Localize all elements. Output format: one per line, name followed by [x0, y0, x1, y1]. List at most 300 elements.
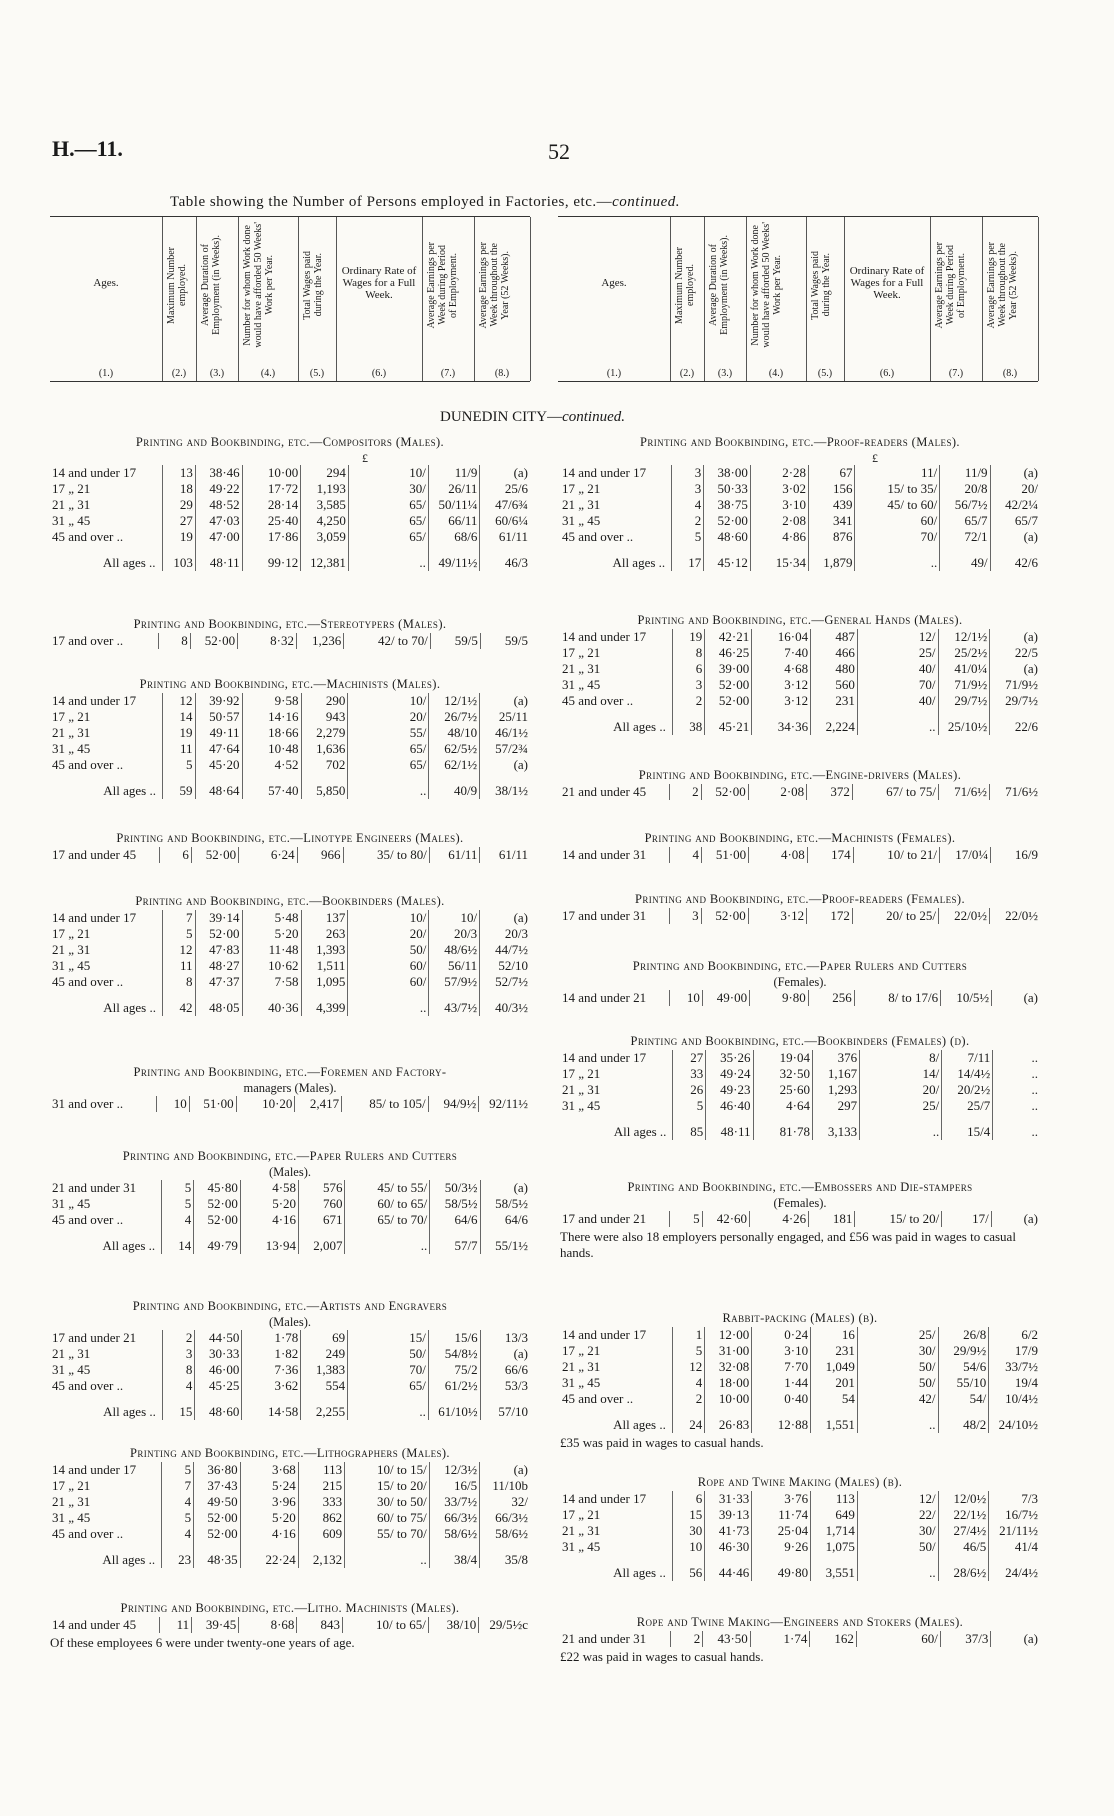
value-cell: 12/	[857, 1491, 938, 1507]
age-cell: 31 and over ..	[52, 1096, 124, 1111]
value-cell: 58/6½	[429, 1526, 479, 1542]
value-cell: 17·86	[242, 529, 301, 545]
table-row	[560, 990, 1040, 1006]
value-cell: 9·58	[242, 693, 301, 709]
value-cell: 30	[672, 1523, 704, 1539]
value-cell: 52·00	[701, 908, 748, 924]
value-cell: 38/10	[428, 1617, 478, 1633]
age-cell: 45 and over ..	[562, 693, 634, 708]
age-cell: 45 and over ..	[562, 1391, 634, 1406]
value-cell: 35·26	[706, 1050, 753, 1066]
value-cell: 51·00	[189, 1096, 236, 1112]
age-cell: 21 and under 45	[562, 784, 647, 799]
value-cell: 11·48	[242, 942, 301, 958]
table-row	[50, 1330, 530, 1346]
value-cell: 48·60	[704, 529, 751, 545]
value-cell: 67/ to 75/	[852, 784, 938, 800]
value-cell: 5	[162, 1180, 194, 1196]
value-cell: 65/7	[940, 513, 990, 529]
value-cell: 4·26	[750, 1211, 809, 1227]
value-cell: 2	[672, 513, 704, 529]
value-cell: 48·35	[194, 1542, 241, 1568]
value-cell: 52·00	[701, 784, 748, 800]
value-cell: 16/9	[991, 847, 1040, 863]
right-section-8	[560, 1310, 1040, 1451]
column-header-label: Ordinary Rate of Wages for a Full Week.	[341, 265, 417, 301]
value-cell: 69	[301, 1330, 348, 1346]
value-cell: 943	[301, 709, 348, 725]
section-note: £35 was paid in wages to casual hands.	[560, 1435, 764, 1450]
value-cell: 57·40	[242, 773, 301, 799]
value-cell: (a)	[990, 661, 1040, 677]
value-cell: 333	[298, 1494, 344, 1510]
value-cell: 20/3	[480, 926, 530, 942]
age-cell: 17 „ 21	[52, 1478, 91, 1493]
age-cell: 45 and over ..	[52, 757, 124, 772]
column-header-label: Ordinary Rate of Wages for a Full Week.	[849, 265, 925, 301]
value-cell: 25·60	[753, 1082, 812, 1098]
value-cell: 48/10	[429, 725, 480, 741]
value-cell: 19	[162, 529, 195, 545]
age-cell: 31 „ 45	[562, 513, 601, 528]
value-cell: 11·74	[752, 1507, 811, 1523]
column-header-block	[50, 216, 530, 382]
value-cell: 48/6½	[429, 942, 480, 958]
value-cell: 35/ to 80/	[343, 847, 429, 863]
value-cell: 16·04	[752, 629, 811, 645]
value-cell: 48·52	[195, 497, 242, 513]
column-header-label: Average Earnings per	[425, 241, 437, 329]
value-cell: 113	[811, 1491, 858, 1507]
total-row	[50, 545, 530, 571]
value-cell: 3·12	[748, 908, 806, 924]
value-cell: 26/7½	[429, 709, 480, 725]
section-subtitle: (Females).	[773, 1196, 827, 1210]
value-cell: 52/7½	[480, 974, 530, 990]
age-cell: All ages ..	[102, 555, 156, 570]
value-cell: 4·16	[240, 1526, 298, 1542]
value-cell: 14	[162, 709, 195, 725]
value-cell: 48·11	[706, 1114, 753, 1140]
value-cell: ..	[993, 1082, 1040, 1098]
table-row	[50, 1526, 530, 1542]
column-header-label: of Employment.	[447, 252, 459, 318]
column-header-label: Total Wages paid	[809, 250, 821, 320]
value-cell: 5	[162, 926, 195, 942]
value-cell: 3,585	[301, 497, 349, 513]
column-header-1	[558, 217, 671, 381]
age-cell: All ages ..	[612, 555, 666, 570]
age-cell: 21 „ 31	[562, 1523, 601, 1538]
value-cell: 4·64	[753, 1098, 812, 1114]
value-cell: 50/11¼	[428, 497, 480, 513]
table-row	[50, 513, 530, 529]
left-section-4	[50, 893, 530, 1016]
value-cell: ..	[348, 990, 429, 1016]
age-cell: All ages ..	[103, 1404, 156, 1419]
value-cell: 62/1½	[429, 757, 480, 773]
value-cell: 10/4½	[989, 1391, 1040, 1407]
value-cell: 13·94	[240, 1228, 298, 1254]
age-cell: 31 „ 45	[52, 1510, 91, 1525]
value-cell: 30/	[857, 1523, 938, 1539]
value-cell: 26	[673, 1082, 706, 1098]
value-cell: 62/5½	[429, 741, 480, 757]
value-cell: 46·00	[195, 1362, 242, 1378]
value-cell: 1,236	[297, 633, 344, 649]
value-cell: 16/7½	[989, 1507, 1040, 1523]
value-cell: 15/ to 20/	[345, 1478, 430, 1494]
value-cell: 45·12	[704, 545, 751, 571]
value-cell: 0·40	[752, 1391, 811, 1407]
age-cell: 21 and under 31	[562, 1631, 647, 1646]
value-cell: 52·00	[195, 926, 242, 942]
value-cell: 75/2	[428, 1362, 480, 1378]
value-cell: 172	[807, 908, 853, 924]
value-cell: 10/	[348, 693, 429, 709]
value-cell: 249	[301, 1346, 348, 1362]
value-cell: (a)	[991, 1211, 1040, 1227]
value-cell: 92/11½	[479, 1096, 530, 1112]
section-note: Of these employees 6 were under twenty-one years of age.	[50, 1635, 355, 1650]
section-subtitle: managers (Males).	[243, 1081, 337, 1095]
value-cell: 50·57	[195, 709, 242, 725]
value-cell: 1,636	[301, 741, 348, 757]
value-cell: 12/1½	[429, 693, 480, 709]
value-cell: 44·46	[705, 1555, 752, 1581]
value-cell: 21/11½	[989, 1523, 1040, 1539]
value-cell: 5	[672, 529, 704, 545]
value-cell: 862	[298, 1510, 344, 1526]
value-cell: 560	[811, 677, 858, 693]
section-title: Printing and Bookbinding, etc.—Compositors (Males).	[135, 435, 445, 449]
value-cell: 50/	[348, 1346, 429, 1362]
age-cell: 21 „ 31	[52, 1494, 91, 1509]
city-name: DUNEDIN CITY—	[440, 409, 563, 425]
value-cell: 12/0½	[938, 1491, 989, 1507]
value-cell: 20/2½	[942, 1082, 993, 1098]
data-table	[560, 1211, 1040, 1227]
value-cell: 3·12	[752, 677, 811, 693]
value-cell: 1	[672, 1327, 704, 1343]
value-cell: 22·24	[240, 1542, 298, 1568]
age-cell: 17 „ 21	[52, 481, 91, 496]
section-subtitle: (Males).	[269, 1165, 311, 1179]
age-cell: 14 and under 17	[52, 693, 137, 708]
value-cell: 760	[299, 1196, 345, 1212]
value-cell: 70/	[348, 1362, 429, 1378]
value-cell: 480	[811, 661, 858, 677]
column-header-7	[930, 217, 983, 381]
column-header-block	[558, 216, 1038, 382]
column-header-label: Week throughout the	[996, 243, 1008, 327]
column-header-label: Ages.	[93, 277, 119, 289]
value-cell: (a)	[480, 465, 530, 481]
value-cell: 12·88	[752, 1407, 811, 1433]
value-cell: 14/	[860, 1066, 942, 1082]
column-header-label: Average Duration of	[199, 243, 211, 326]
column-header-label: Average Earnings per	[933, 241, 945, 329]
value-cell: ..	[993, 1066, 1040, 1082]
column-number: (5.)	[817, 368, 833, 379]
age-cell: 21 „ 31	[562, 1359, 601, 1374]
value-cell: 32/	[480, 1494, 530, 1510]
value-cell: 65/	[348, 1378, 429, 1394]
data-table	[560, 1491, 1040, 1581]
value-cell: ..	[993, 1050, 1040, 1066]
value-cell: 59/5	[480, 633, 530, 649]
column-header-8	[474, 217, 531, 381]
age-cell: All ages ..	[613, 1565, 666, 1580]
right-section-4	[560, 891, 1040, 924]
value-cell: 8	[162, 974, 195, 990]
value-cell: 55/ to 70/	[345, 1526, 430, 1542]
value-cell: 11/9	[940, 465, 990, 481]
value-cell: ..	[993, 1098, 1040, 1114]
value-cell: 11	[162, 741, 195, 757]
age-cell: 45 and over ..	[52, 1212, 124, 1227]
value-cell: 2·08	[748, 784, 806, 800]
section-title: Printing and Bookbinding, etc.—Litho. Machinists (Males).	[120, 1601, 460, 1615]
value-cell: 29	[162, 497, 195, 513]
value-cell: 8	[158, 633, 190, 649]
column-number: (8.)	[1002, 368, 1018, 379]
value-cell: 2,279	[301, 725, 348, 741]
value-cell: 11	[162, 958, 195, 974]
table-row	[560, 1082, 1040, 1098]
value-cell: 61/2½	[428, 1378, 480, 1394]
value-cell: 48·05	[195, 990, 242, 1016]
value-cell: 71/6½	[939, 784, 990, 800]
value-cell: 38	[672, 709, 704, 735]
value-cell: 33	[673, 1066, 706, 1082]
value-cell: 57/7	[430, 1228, 480, 1254]
city-heading	[440, 409, 625, 426]
value-cell: 1,049	[811, 1359, 858, 1375]
column-header-label: would have afforded 50 Weeks'	[252, 222, 264, 348]
value-cell: 10/	[429, 910, 480, 926]
column-number: (8.)	[494, 368, 510, 379]
value-cell: 15	[162, 1394, 195, 1420]
value-cell: 4	[162, 1494, 194, 1510]
value-cell: 22/	[857, 1507, 938, 1523]
value-cell: 649	[811, 1507, 858, 1523]
value-cell: 10/	[348, 910, 429, 926]
section-title: Printing and Bookbinding, etc.—Proof-readers (Females).	[634, 892, 966, 906]
value-cell: 42·60	[702, 1211, 749, 1227]
column-header-label: during the Year.	[312, 253, 324, 317]
section-title: Printing and Bookbinding, etc.—Bookbinders (Females) (d).	[630, 1034, 970, 1048]
table-row	[560, 908, 1040, 924]
value-cell: 45·25	[195, 1378, 242, 1394]
value-cell: 8	[162, 1362, 195, 1378]
table-row	[560, 1391, 1040, 1407]
value-cell: 256	[808, 990, 854, 1006]
table-row	[50, 1096, 530, 1112]
value-cell: 297	[812, 1098, 859, 1114]
value-cell: 6·24	[239, 847, 298, 863]
value-cell: 55/10	[938, 1375, 989, 1391]
value-cell: 44/7½	[480, 942, 530, 958]
table-row	[50, 481, 530, 497]
value-cell: 52·00	[194, 1212, 241, 1228]
value-cell: 18·66	[242, 725, 301, 741]
value-cell: 263	[301, 926, 348, 942]
column-header-6	[844, 217, 931, 381]
value-cell: 11	[159, 1617, 192, 1633]
column-header-label: Maximum Number	[165, 246, 177, 324]
value-cell: 20/	[990, 481, 1040, 497]
value-cell: 10·00	[242, 465, 301, 481]
value-cell: 38/4	[429, 1542, 479, 1568]
column-number: (4.)	[768, 368, 784, 379]
section-title: Printing and Bookbinding, etc.—General Hands (Males).	[637, 613, 963, 627]
age-cell: 31 „ 45	[562, 1539, 601, 1554]
value-cell: 17/0¼	[940, 847, 991, 863]
value-cell: 42/2¼	[990, 497, 1040, 513]
value-cell: ..	[348, 773, 429, 799]
value-cell: 25·40	[242, 513, 301, 529]
value-cell: 61/11	[480, 847, 530, 863]
value-cell: 17/9	[989, 1343, 1040, 1359]
value-cell: 156	[809, 481, 855, 497]
value-cell: 70/	[857, 677, 938, 693]
value-cell: 25/	[860, 1098, 942, 1114]
value-cell: 16	[811, 1327, 858, 1343]
age-cell: All ages ..	[102, 1238, 156, 1253]
column-header-2	[162, 217, 197, 381]
column-number: (7.)	[948, 368, 964, 379]
value-cell: 5,850	[301, 773, 348, 799]
value-cell: 17/	[942, 1211, 991, 1227]
value-cell: 31·33	[705, 1491, 752, 1507]
table-row	[50, 757, 530, 773]
value-cell: 36·80	[194, 1462, 241, 1478]
value-cell: 7·40	[752, 645, 811, 661]
value-cell: 5·20	[242, 926, 301, 942]
value-cell: 4·08	[749, 847, 808, 863]
section-title: Printing and Bookbinding, etc.—Embossers and Die-stampers	[627, 1180, 973, 1194]
left-section-0	[50, 434, 530, 571]
value-cell: 20/	[860, 1082, 942, 1098]
table-row	[560, 1098, 1040, 1114]
value-cell: 966	[297, 847, 343, 863]
data-table	[560, 1631, 1040, 1647]
value-cell: 85	[673, 1114, 706, 1140]
section-title: Printing and Bookbinding, etc.—Paper Rulers and Cutters	[122, 1149, 458, 1163]
age-cell: 45 and over ..	[52, 529, 124, 544]
value-cell: 4·68	[752, 661, 811, 677]
value-cell: 3·62	[242, 1378, 301, 1394]
total-row	[50, 773, 530, 799]
table-row	[50, 633, 530, 649]
value-cell: 3·10	[752, 1343, 811, 1359]
value-cell: 49·00	[702, 990, 749, 1006]
value-cell: 60/	[856, 1631, 940, 1647]
value-cell: 41/0¼	[938, 661, 990, 677]
value-cell: 10	[157, 1096, 189, 1112]
age-cell: 14 and under 31	[562, 847, 647, 862]
left-section-7	[50, 1298, 530, 1420]
value-cell: 49·11	[195, 725, 242, 741]
age-cell: 14 and under 17	[562, 1491, 647, 1506]
value-cell: 25/11	[480, 709, 530, 725]
value-cell: ..	[345, 1542, 430, 1568]
pound-sign: £	[362, 451, 368, 465]
section-subtitle: (Females).	[773, 975, 827, 989]
value-cell: 14·16	[242, 709, 301, 725]
total-row	[560, 1407, 1040, 1433]
value-cell: 59/5	[430, 633, 480, 649]
value-cell: (a)	[992, 990, 1040, 1006]
value-cell: 99·12	[242, 545, 301, 571]
table-row	[50, 1510, 530, 1526]
value-cell: 11/9	[428, 465, 480, 481]
value-cell: 54/6	[938, 1359, 989, 1375]
value-cell: 64/6	[430, 1212, 480, 1228]
data-table	[560, 629, 1040, 735]
value-cell: 45·21	[705, 709, 752, 735]
value-cell: 29/7½	[990, 693, 1040, 709]
value-cell: 3	[672, 481, 704, 497]
value-cell: 20/ to 25/	[852, 908, 938, 924]
value-cell: 49·23	[706, 1082, 753, 1098]
value-cell: 34·36	[752, 709, 811, 735]
age-cell: 45 and over ..	[52, 974, 124, 989]
age-cell: All ages ..	[613, 1124, 667, 1139]
value-cell: 71/6½	[989, 784, 1040, 800]
value-cell: 32·08	[705, 1359, 752, 1375]
table-row	[50, 1462, 530, 1478]
value-cell: 27/4½	[938, 1523, 989, 1539]
value-cell: 28/6½	[938, 1555, 989, 1581]
value-cell: 10·62	[242, 958, 301, 974]
table-title-main: Table showing the Number of Persons employed in Factories, etc.—	[170, 194, 613, 210]
value-cell: 65/	[348, 513, 428, 529]
value-cell: 30·33	[195, 1346, 242, 1362]
left-section-1	[50, 616, 530, 649]
value-cell: 1,383	[301, 1362, 348, 1378]
value-cell: (a)	[480, 1462, 530, 1478]
data-table	[560, 990, 1040, 1006]
value-cell: 3·10	[750, 497, 808, 513]
table-row	[50, 958, 530, 974]
value-cell: 47·64	[195, 741, 242, 757]
value-cell: ..	[855, 545, 940, 571]
value-cell: ..	[993, 1114, 1040, 1140]
age-cell: 21 „ 31	[562, 1082, 601, 1097]
value-cell: 5	[162, 1510, 194, 1526]
value-cell: 23	[162, 1542, 194, 1568]
value-cell: 42/6	[990, 545, 1040, 571]
value-cell: 12/3½	[429, 1462, 479, 1478]
table-title	[170, 194, 680, 211]
section-title: Rope and Twine Making—Engineers and Stokers (Males).	[636, 1615, 964, 1629]
value-cell: 3·02	[750, 481, 808, 497]
table-row	[50, 847, 530, 863]
age-cell: 31 „ 45	[562, 1098, 601, 1113]
age-cell: 17 „ 21	[562, 645, 601, 660]
value-cell: 290	[301, 693, 348, 709]
value-cell: 71/9½	[938, 677, 990, 693]
total-row	[560, 1555, 1040, 1581]
total-row	[50, 1394, 530, 1420]
value-cell: 231	[811, 693, 858, 709]
table-row	[50, 1212, 530, 1228]
value-cell: 2,007	[299, 1228, 345, 1254]
value-cell: 60/6¼	[480, 513, 530, 529]
value-cell: 5·20	[240, 1510, 298, 1526]
